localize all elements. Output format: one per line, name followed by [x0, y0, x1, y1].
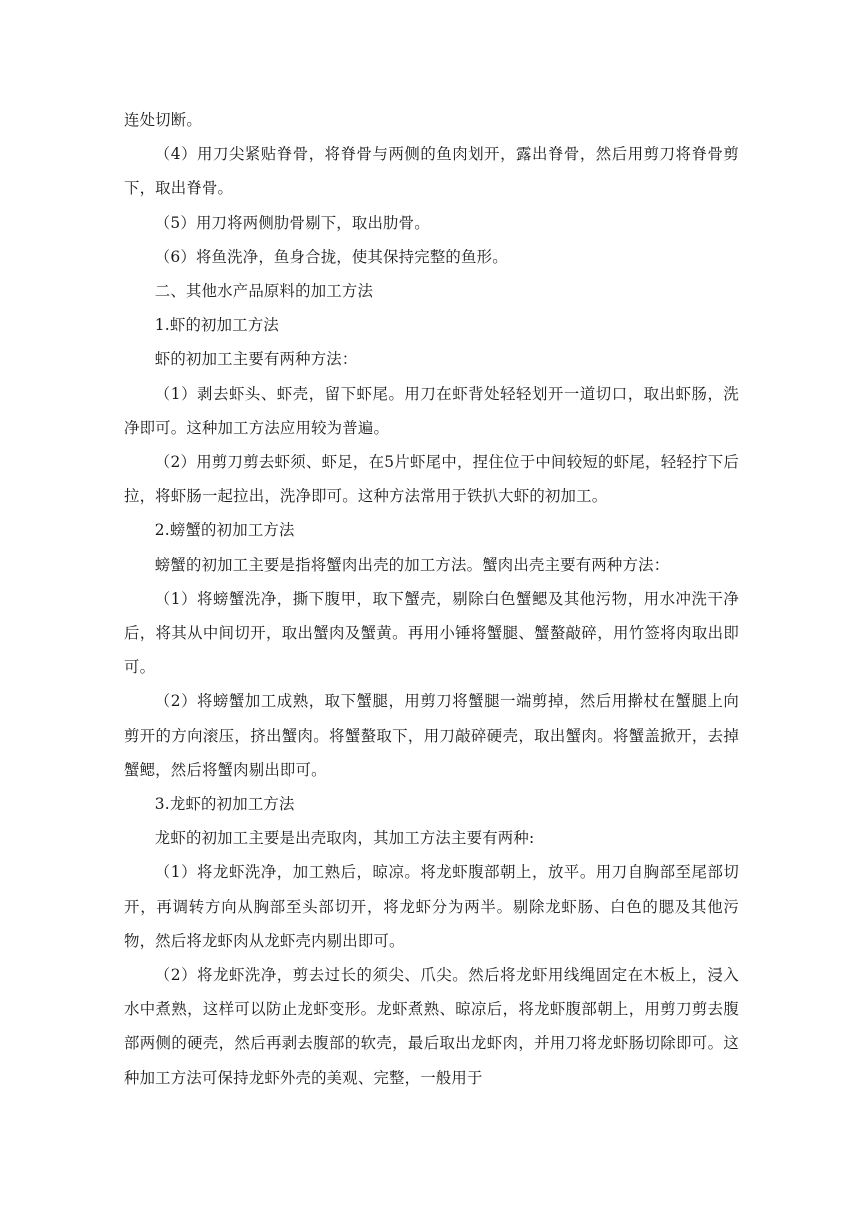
paragraph-step-4: （4）用刀尖紧贴脊骨，将脊骨与两侧的鱼肉划开，露出脊骨，然后用剪刀将脊骨剪下，取出脊骨。 — [124, 145, 739, 198]
section-heading-other-seafood: 二、其他水产品原料的加工方法 — [154, 282, 374, 301]
paragraph-crab-method-1: （1）将螃蟹洗净，撕下腹甲，取下蟹壳，剔除白色蟹鳃及其他污物，用水冲洗干净后，将其从中间切开，取出蟹肉及蟹黄。再用小锤将蟹腿、蟹螯敲碎，用竹签将肉取出即可。 — [124, 589, 739, 677]
paragraph-shrimp-method-2: （2）用剪刀剪去虾须、虾足，在5片虾尾中，捏住位于中间较短的虾尾，轻轻拧下后拉，将虾肠一起拉出，洗净即可。这种方法常用于铁扒大虾的初加工。 — [124, 453, 739, 506]
paragraph-lobster-method-1: （1）将龙虾洗净，加工熟后，晾凉。将龙虾腹部朝上，放平。用刀自胸部至尾部切开，再调转方向从胸部至头部切开，将龙虾分为两半。剔除龙虾肠、白色的腮及其他污物，然后将龙虾肉从龙虾壳内剔出即可。 — [124, 863, 739, 950]
paragraph-shrimp-intro: 虾的初加工主要有两种方法： — [154, 350, 358, 369]
subheading-lobster: 3.龙虾的初加工方法 — [154, 795, 295, 814]
paragraph-lobster-method-2: （2）将龙虾洗净，剪去过长的须尖、爪尖。然后将龙虾用线绳固定在木板上，浸入水中煮熟，这样可以防止龙虾变形。龙虾煮熟、晾凉后，将龙虾腹部朝上，用剪刀剪去腹部两侧的硬壳，然后再剥去腹部的软壳，最后取出龙虾肉，并用刀将龙虾肠切除即可。这种加工方法可保持龙虾外壳的美观、完整，一般用于 — [124, 966, 739, 1087]
paragraph-step-6: （6）将鱼洗净，鱼身合拢，使其保持完整的鱼形。 — [154, 247, 508, 266]
paragraph-step-5: （5）用刀将两侧肋骨剔下，取出肋骨。 — [154, 213, 430, 232]
subheading-shrimp: 1.虾的初加工方法 — [154, 316, 280, 335]
subheading-crab: 2.螃蟹的初加工方法 — [154, 521, 295, 540]
paragraph-shrimp-method-1: （1）剥去虾头、虾壳，留下虾尾。用刀在虾背处轻轻划开一道切口，取出虾肠，洗净即可。这种加工方法应用较为普遍。 — [124, 384, 739, 437]
paragraph-crab-method-2: （2）将螃蟹加工成熟，取下蟹腿，用剪刀将蟹腿一端剪掉，然后用擀杖在蟹腿上向剪开的方向滚压，挤出蟹肉。将蟹螯取下，用刀敲碎硬壳，取出蟹肉。将蟹盖掀开，去掉蟹鳃，然后将蟹肉剔出即可。 — [124, 692, 739, 779]
paragraph-continuation: 连处切断。 — [124, 111, 202, 129]
document-body — [124, 103, 739, 1095]
paragraph-crab-intro: 螃蟹的初加工主要是指将蟹肉出壳的加工方法。蟹肉出壳主要有两种方法： — [154, 555, 670, 574]
paragraph-lobster-intro: 龙虾的初加工主要是出壳取肉，其加工方法主要有两种: — [154, 829, 535, 848]
